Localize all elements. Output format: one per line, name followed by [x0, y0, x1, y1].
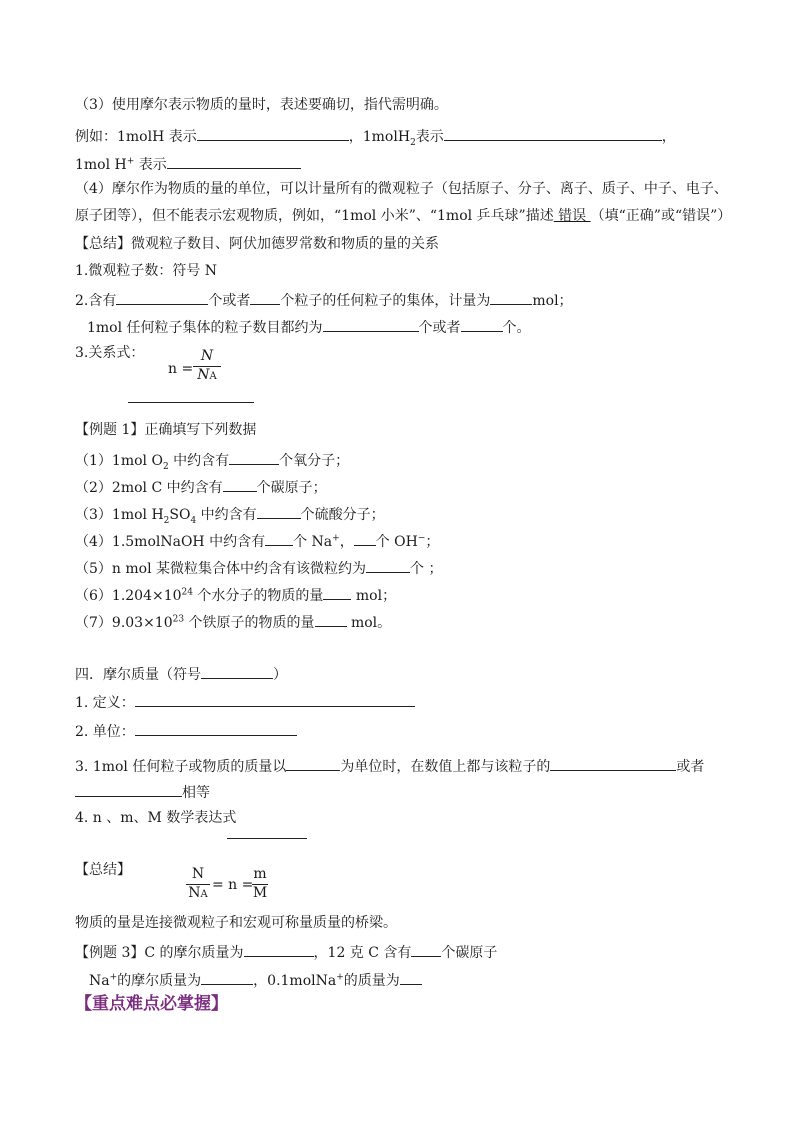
- blank[interactable]: [366, 557, 410, 573]
- fraction-n-na: N NA: [186, 866, 210, 903]
- blank[interactable]: [257, 503, 301, 519]
- blank[interactable]: [315, 611, 347, 627]
- para-4-line-2: 原子团等），但不能表示宏观物质，例如，“1mol 小米”、“1mol 乒乓球”描述 错误 （填“正确”或“错误”）: [75, 208, 732, 224]
- example-1-heading: 【例题 1】正确填写下列数据: [75, 422, 257, 438]
- blank[interactable]: [201, 663, 273, 679]
- formula-fraction: N NA: [193, 348, 221, 385]
- blank[interactable]: [135, 691, 415, 707]
- unit: 2. 单位：: [75, 720, 297, 741]
- item-3: 3.关系式：: [75, 345, 145, 361]
- example-3-line-2: Na+的摩尔质量为 ，0.1molNa+的质量为: [89, 969, 422, 990]
- example-3: 【例题 3】C 的摩尔质量为 ，12 克 C 含有 个碳原子: [75, 941, 497, 962]
- item-4: 4. n 、m、M 数学表达式: [75, 810, 237, 826]
- blank[interactable]: [250, 289, 280, 305]
- summary-heading: 【总结】微观粒子数目、阿伏加德罗常数和物质的量的关系: [75, 236, 439, 252]
- answer-blank[interactable]: [128, 402, 254, 403]
- item-2: 2.含有 个或者 个粒子的任何粒子的集体，计量为 mol；: [75, 289, 573, 310]
- question-7: $(7)9.03\times 10^{23}$ 个铁原子的物质的量 mol。: [75, 611, 391, 632]
- section-4-title: 四．摩尔质量（符号 ）: [75, 663, 287, 684]
- blank[interactable]: [116, 289, 208, 305]
- blank[interactable]: [323, 316, 419, 332]
- blank[interactable]: [265, 530, 293, 546]
- para-4-line-1: （4）摩尔作为物质的量的单位，可以计量所有的微观粒子（包括原子、分子、离子、质子、中子、电子、: [75, 181, 728, 197]
- blank[interactable]: [197, 125, 349, 141]
- question-5: （5）n mol 某微粒集合体中约含有该微粒约为 个 ；: [75, 557, 442, 578]
- blank[interactable]: [167, 153, 301, 169]
- bridge-statement: 物质的量是连接微观粒子和宏观可称量质量的桥梁。: [75, 915, 397, 931]
- blank[interactable]: [411, 941, 441, 957]
- example-line-2: 1mol H+ 表示: [75, 153, 301, 174]
- example-line: 例如：1molH 表示 ，1molH$_2$表示 ，: [75, 125, 676, 146]
- blank[interactable]: [201, 969, 253, 985]
- item-3b-cont: 相等: [75, 781, 210, 802]
- definition: 1. 定义：: [75, 691, 415, 712]
- blank[interactable]: [286, 755, 340, 771]
- item-1: 1.微观粒子数：符号 N: [75, 263, 218, 279]
- item-2-sub: 1mol 任何粒子集体的粒子数目都约为 个或者 个。: [87, 316, 531, 337]
- blank[interactable]: [135, 720, 297, 736]
- para-3: （3）使用摩尔表示物质的量时，表述要确切，指代需明确。: [75, 97, 448, 113]
- fraction-m-M: m M: [252, 866, 268, 901]
- question-4: （4）1.5molNaOH 中约含有 个 Na+， 个 OH−；: [75, 530, 439, 551]
- formula-lhs: n =: [168, 361, 194, 377]
- blank[interactable]: [244, 941, 314, 957]
- question-2: （2）2mol C 中约含有 个碳原子；: [75, 476, 327, 497]
- question-6: $(6)1.204\times 10^{24}$ 个水分子的物质的量 mol；: [75, 584, 396, 605]
- question-3: （3）1mol $H_2SO_4$ 中约含有 个硫酸分子；: [75, 503, 385, 524]
- question-1: （1）1mol $O_2$ 中约含有 个氧分子；: [75, 449, 349, 470]
- item-3b: 3. 1mol 任何粒子或物质的质量以 为单位时，在数值上都与该粒子的 或者: [75, 755, 704, 776]
- blank[interactable]: [444, 125, 662, 141]
- blank[interactable]: [354, 530, 376, 546]
- blank[interactable]: [323, 584, 351, 600]
- summary-2-heading: 【总结】: [75, 862, 131, 878]
- blank[interactable]: [490, 289, 532, 305]
- blank[interactable]: [550, 755, 676, 771]
- blank[interactable]: [461, 316, 503, 332]
- blank[interactable]: [229, 449, 279, 465]
- key-points-heading: 【重点难点必掌握】: [75, 994, 228, 1014]
- answer-blank[interactable]: [227, 838, 307, 839]
- blank[interactable]: [223, 476, 257, 492]
- blank[interactable]: [75, 781, 182, 797]
- blank[interactable]: [400, 969, 422, 985]
- formula-mid: = n =: [212, 877, 254, 893]
